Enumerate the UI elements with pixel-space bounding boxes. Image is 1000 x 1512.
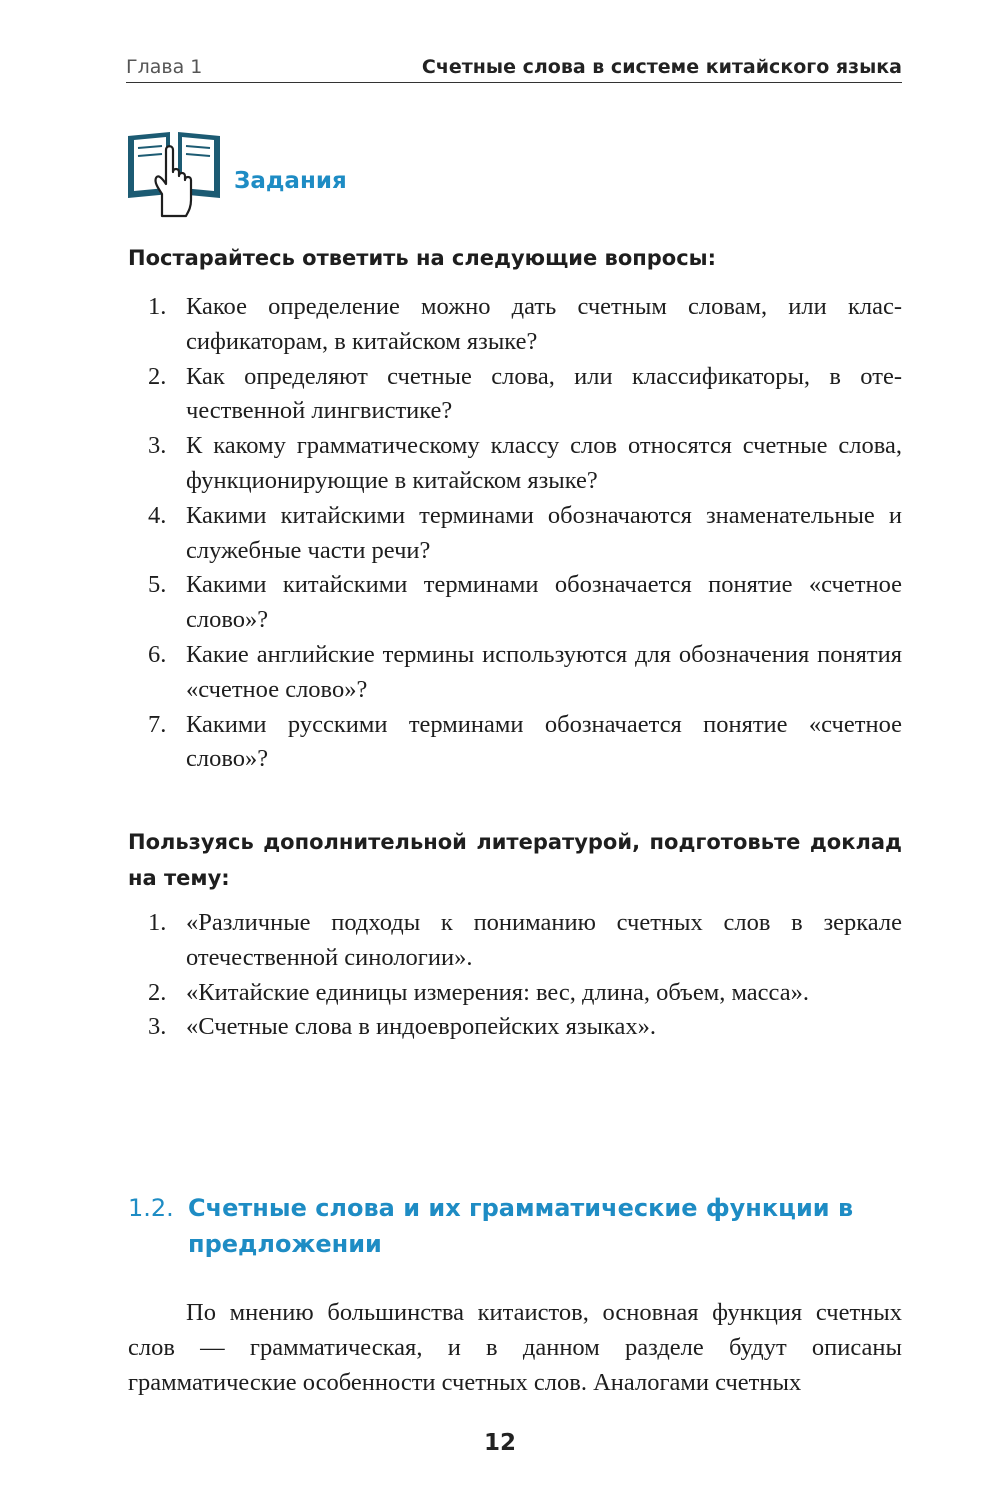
- section-title: Счетные слова и их грамматические функции в предложении: [188, 1194, 854, 1258]
- list-item: 3. «Счетные слова в индоевропейских языках».: [148, 1013, 657, 1041]
- report-intro: Пользуясь дополнительной литературой, подготовьте доклад на тему:: [128, 830, 902, 890]
- list-item: 2. Как определяют счетные слова, или классификаторы, в отечественной лингвистике?: [148, 362, 902, 425]
- body-paragraph: По мнению большинства китаистов, основная функция счетных слов — грамматическая, и в данном разделе будут описаны грамматические особенности счетных слов. Аналогами счетных: [128, 1299, 902, 1396]
- list-item: 2. «Китайские единицы измерения: вес, длина, объем, масса».: [148, 978, 809, 1006]
- section-heading: [128, 1190, 902, 1262]
- running-header: [126, 52, 902, 83]
- chapter-title: Счетные слова в системе китайского языка: [421, 56, 902, 78]
- tasks-heading-block: [126, 128, 526, 218]
- list-item: 7. Какими русскими терминами обозначается понятие «счетное слово»?: [148, 710, 902, 773]
- section-number: 1.2.: [128, 1194, 174, 1222]
- list-item: 1. «Различные подходы к пониманию счетных слов в зеркале отечественной синологии».: [148, 909, 902, 971]
- questions-intro: Постарайтесь ответить на следующие вопросы:: [128, 246, 717, 270]
- page-number: 12: [483, 1430, 516, 1456]
- questions-list: [128, 290, 902, 777]
- tasks-title: Задания: [234, 168, 347, 194]
- chapter-label: Глава 1: [126, 56, 203, 78]
- list-item: 5. Какими китайскими терминами обозначается понятие «счетное слово»?: [148, 571, 902, 634]
- list-item: 4. Какими китайскими терминами обозначаются знаменательные и служебные части речи?: [148, 501, 902, 564]
- open-book-pointing-hand-icon: [126, 128, 222, 218]
- reports-list: [128, 906, 902, 1045]
- list-item: 6. Какие английские термины используются для обозначения понятия «счетное слово»?: [148, 640, 902, 703]
- list-item: 3. К какому грамматическому классу слов относятся счетные слова, функционирующие в китайском языке?: [148, 432, 902, 494]
- list-item: 1. Какое определение можно дать счетным словам, или классификаторам, в китайском языке?: [148, 293, 902, 355]
